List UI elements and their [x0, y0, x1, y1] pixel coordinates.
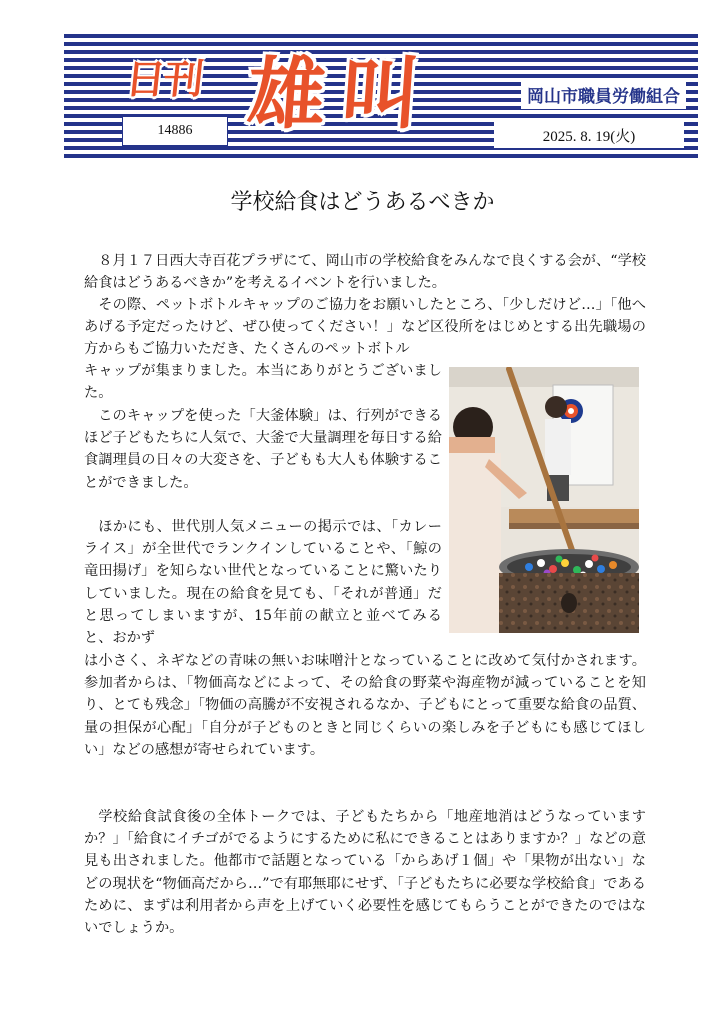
paragraph-participant-voices: は小さく、ネギなどの青味の無いお味噌汁となっていることに改めて気付かされます。参加者からは、「物価高などによって、その給食の野菜や海産物が減っていることを知り、とても残念」「物価の高騰が不安視されるなか、子どもにとって重要な給食の品質、量の担保が心配」「自分が子どものときと同じくらいの楽しみを子どもにも感じてほしい」などの感想が寄せられています。 — [84, 653, 646, 758]
masthead-label-daily: 日刊 — [123, 57, 205, 103]
masthead-title: 雄叫 — [244, 50, 439, 140]
paragraph-popular-menu: ほかにも、世代別人気メニューの掲示では、「カレーライス」が全世代でランクインしていることや、「鯨の竜田揚げ」を知らない世代となっていることに驚いたりしていました。現在の給食を見ても、「それが普通」だと思ってしまいますが、15年前の献立と並べてみると、おかず — [84, 519, 442, 647]
event-photo — [449, 367, 639, 633]
issue-number: 14886 — [122, 116, 228, 146]
paragraph-caps-thanks: キャップが集まりました。本当にありがとうございました。 — [84, 363, 442, 402]
paragraph-cauldron-experience: このキャップを使った「大釜体験」は、行列ができるほど子どもたちに人気で、大釜で大量調理を毎日する給食調理員の日々の大変さを、子どもも大人も体験することができました。 — [84, 408, 442, 491]
cauldron-photo-illustration — [449, 367, 639, 633]
issue-date: 2025. 8. 19(火) — [494, 122, 684, 148]
paragraph-caps-request: その際、ペットボトルキャップのご協力をお願いしたところ、「少しだけど…」「他へあげる予定だったけど、ぜひ使ってください！」など区役所をはじめとする出先職場の方からもご協力いただき、たくさんのペットボトル — [84, 297, 646, 358]
page-headline: 学校給食はどうあるべきか — [230, 190, 495, 215]
paragraph-intro: ８月１７日西大寺百花プラザにて、岡山市の学校給食をみんなで良くする会が、“学校給食はどうあるべきか”を考えるイベントを行いました。 — [84, 253, 646, 292]
paragraph-closing-talk: 学校給食試食後の全体トークでは、子どもたちから「地産地消はどうなっていますか？」「給食にイチゴがでるようにするために私にできることはありますか？」などの意見も出されました。他都市で話題となっている「からあげ１個」や「果物が出ない」などの現状を“物価高だから…”で有耶無耶にせず、「子どもたちに必要な学校給食」であるために、まずは利用者から声を上げていく必要性を感じてもらうことができたのではないでしょうか。 — [84, 809, 646, 937]
masthead-organization: 岡山市職員労働組合 — [521, 80, 686, 109]
masthead — [64, 34, 698, 158]
